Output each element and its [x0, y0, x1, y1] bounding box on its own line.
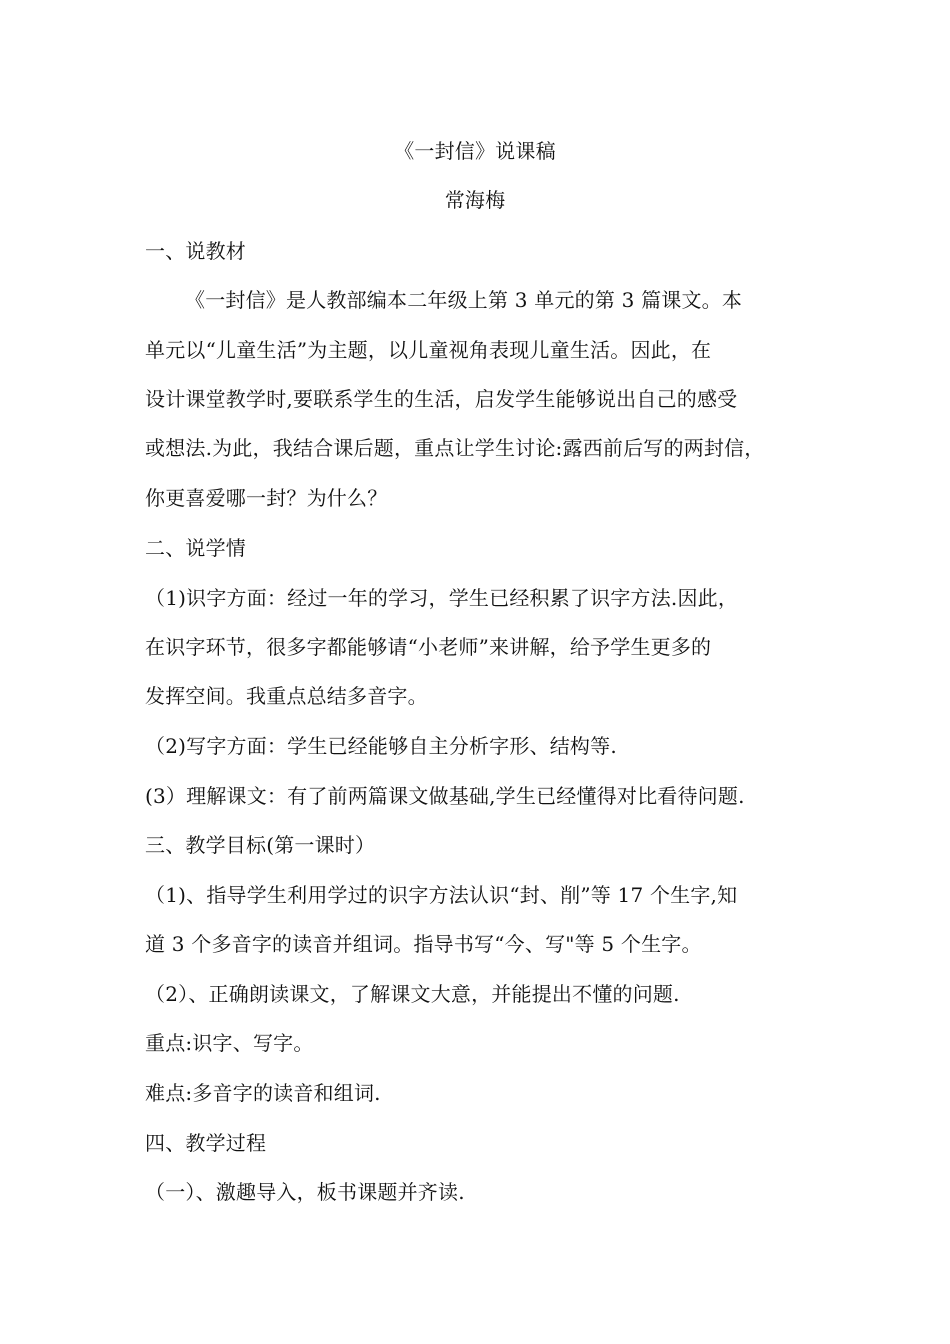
- section-heading-4: 四、教学过程: [145, 1131, 267, 1155]
- paragraph-line: 你更喜爱哪一封？为什么？: [145, 486, 388, 510]
- document-title: 《一封信》说课稿: [394, 139, 556, 163]
- section-heading-2: 二、说学情: [145, 536, 246, 560]
- paragraph-line: （一）、激趣导入，板书课题并齐读.: [145, 1180, 465, 1204]
- section-heading-3: 三、教学目标(第一课时）: [145, 833, 376, 857]
- paragraph-line: (3）理解课文：有了前两篇课文做基础,学生已经懂得对比看待问题.: [145, 784, 745, 808]
- paragraph-line: 发挥空间。我重点总结多音字。: [145, 684, 428, 708]
- paragraph-line: 道 3 个多音字的读音并组词。指导书写“今、写"等 5 个生字。: [145, 932, 702, 956]
- section-heading-1: 一、说教材: [145, 239, 246, 263]
- paragraph-line: 设计课堂教学时,要联系学生的生活，启发学生能够说出自己的感受: [145, 387, 738, 411]
- key-point-line: 重点:识字、写字。: [145, 1031, 314, 1055]
- paragraph-line: 在识字环节，很多字都能够请“小老师”来讲解，给予学生更多的: [145, 635, 712, 659]
- paragraph-line: （2）、正确朗读课文，了解课文大意，并能提出不懂的问题.: [145, 982, 680, 1006]
- paragraph-line: （1)、指导学生利用学过的识字方法认识“封、削”等 17 个生字,知: [145, 883, 738, 907]
- paragraph-line: 或想法.为此，我结合课后题，重点让学生讨论:露西前后写的两封信，: [145, 436, 765, 460]
- document-author: 常海梅: [444, 188, 506, 212]
- paragraph-line: 《一封信》是人教部编本二年级上第 3 单元的第 3 篇课文。本: [185, 288, 743, 312]
- paragraph-line: （1)识字方面：经过一年的学习，学生已经积累了识字方法.因此，: [145, 586, 739, 610]
- difficult-point-line: 难点:多音字的读音和组词.: [145, 1081, 381, 1105]
- paragraph-line: 单元以“儿童生活”为主题，以儿童视角表现儿童生活。因此，在: [145, 338, 712, 362]
- paragraph-line: （2)写字方面：学生已经能够自主分析字形、结构等.: [145, 734, 617, 758]
